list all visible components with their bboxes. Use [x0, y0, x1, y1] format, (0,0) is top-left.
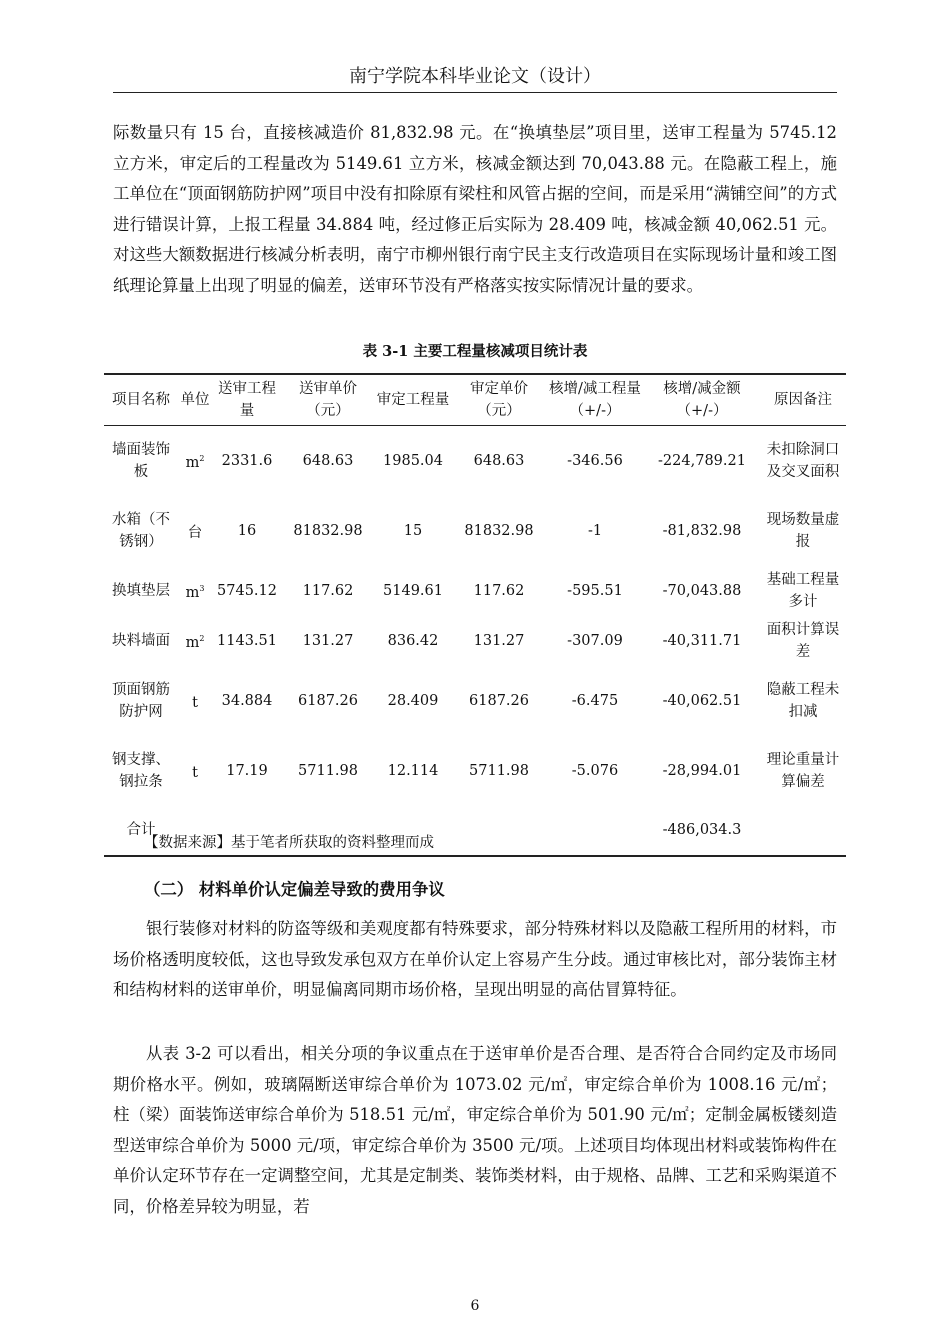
cell-submitted-price: 81832.98 — [293, 522, 363, 539]
data-source-note: 【数据来源】基于笔者所获取的资料整理而成 — [144, 835, 434, 851]
table-row — [104, 426, 846, 496]
cell-approved-qty: 5149.61 — [383, 582, 443, 599]
cell-approved-price: 5711.98 — [469, 762, 529, 779]
cell-diff-amount: -70,043.88 — [662, 582, 742, 599]
table-row — [104, 666, 846, 736]
cell-submitted-qty: 16 — [237, 522, 257, 539]
cell-name: 墙面装饰板 — [112, 441, 170, 480]
cell-diff-amount: -40,062.51 — [662, 692, 742, 709]
cell-note: 现场数量虚报 — [766, 511, 840, 550]
section-heading: （二） 材料单价认定偏差导致的费用争议 — [144, 880, 445, 899]
cell-submitted-price: 131.27 — [302, 632, 354, 649]
page-number: 6 — [470, 1298, 480, 1314]
table-row — [104, 566, 846, 616]
cell-approved-price: 648.63 — [473, 452, 525, 469]
total-amount: -486,034.3 — [644, 806, 760, 856]
table-row — [104, 616, 846, 666]
cell-note: 理论重量计算偏差 — [766, 751, 840, 790]
header-cell: 核增/减金额（+/-） — [644, 374, 760, 426]
header-divider — [113, 92, 837, 93]
data-table — [104, 373, 846, 857]
cell-submitted-qty: 1143.51 — [217, 632, 277, 649]
cell-submitted-price: 117.62 — [302, 582, 354, 599]
cell-diff-amount: -40,311.71 — [662, 632, 742, 649]
header-cell: 单位 — [178, 374, 212, 426]
cell-unit: $m^2$ — [185, 453, 205, 471]
header-cell: 送审工程量 — [212, 374, 282, 426]
cell-unit: t — [192, 694, 198, 711]
cell-diff-qty: -6.475 — [571, 692, 619, 709]
table-caption: 表 3-1 主要工程量核减项目统计表 — [362, 343, 588, 360]
cell-unit: $m^3$ — [185, 583, 205, 601]
cell-approved-qty: 28.409 — [387, 692, 439, 709]
cell-name: 顶面钢筋防护网 — [112, 681, 170, 720]
cell-note: 面积计算误差 — [766, 621, 840, 660]
paragraph-1: 际数量只有 15 台，直接核减造价 81,832.98 元。在“换填垫层”项目里，送审工程量为 5745.12 立方米，审定后的工程量改为 5149.61 立方米，核减金额达到 70,043.88 元。在隐蔽工程上，施工单位在“顶面钢筋防护网”项目中没有扣除原有梁柱和风管占据的空间，而是采用“满铺空间”的方式进行错误计算，上报工程量 34.884 吨，经过修正后实际为 28.409 吨，核减金额 40,062.51 元。对这些大额数据进行核减分析表明，南宁市柳州银行南宁民主支行改造项目在实际现场计量和竣工图纸理论算量上出现了明显的偏差，送审环节没有严格落实按实际情况计量的要求。 — [113, 123, 837, 295]
cell-name: 换填垫层 — [112, 582, 170, 599]
cell-approved-price: 131.27 — [473, 632, 525, 649]
cell-submitted-qty: 34.884 — [221, 692, 273, 709]
header-cell: 审定工程量 — [374, 374, 452, 426]
cell-submitted-qty: 5745.12 — [217, 582, 277, 599]
cell-unit: 台 — [187, 524, 203, 541]
cell-approved-qty: 836.42 — [387, 632, 439, 649]
cell-note: 隐蔽工程未扣减 — [766, 681, 840, 720]
cell-diff-qty: -5.076 — [571, 762, 619, 779]
header-cell: 原因备注 — [760, 374, 846, 426]
cell-approved-price: 117.62 — [473, 582, 525, 599]
cell-diff-qty: -346.56 — [567, 452, 623, 469]
header-cell: 核增/减工程量（+/-） — [546, 374, 644, 426]
cell-diff-qty: -1 — [587, 522, 603, 539]
cell-submitted-qty: 17.19 — [226, 762, 268, 779]
cell-name: 块料墙面 — [112, 632, 170, 649]
cell-approved-qty: 1985.04 — [383, 452, 443, 469]
table-row — [104, 736, 846, 806]
cell-approved-price: 6187.26 — [469, 692, 529, 709]
cell-approved-price: 81832.98 — [464, 522, 534, 539]
cell-diff-amount: -224,789.21 — [658, 452, 746, 469]
header-cell: 项目名称 — [104, 374, 178, 426]
cell-diff-qty: -307.09 — [567, 632, 623, 649]
paragraph-3: 从表 3-2 可以看出，相关分项的争议重点在于送审单价是否合理、是否符合合同约定及市场同期价格水平。例如，玻璃隔断送审综合单价为 1073.02 元/㎡，审定综合单价为 1008.16 元/㎡；柱（梁）面装饰送审综合单价为 518.51 元/㎡，审定综合单价为 501.90 元/㎡；定制金属板镂刻造型送审综合单价为 5000 元/项，审定综合单价为 3500 元/项。上述项目均体现出材料或装饰构件在单价认定环节存在一定调整空间，尤其是定制类、装饰类材料，由于规格、品牌、工艺和采购渠道不同，价格差异较为明显，若 — [113, 1044, 837, 1216]
page-header: 南宁学院本科毕业论文（设计） — [349, 66, 601, 87]
cell-unit: $m^2$ — [185, 633, 205, 651]
paragraph-2: 银行装修对材料的防盗等级和美观度都有特殊要求，部分特殊材料以及隐蔽工程所用的材料，市场价格透明度较低，这也导致发承包双方在单价认定上容易产生分歧。通过审核比对，部分装饰主材和结构材料的送审单价，明显偏离同期市场价格，呈现出明显的高估冒算特征。 — [113, 919, 837, 999]
cell-submitted-price: 648.63 — [302, 452, 354, 469]
header-cell: 审定单价（元） — [452, 374, 546, 426]
total-label: 合计 — [104, 806, 178, 856]
cell-diff-amount: -81,832.98 — [662, 522, 742, 539]
cell-note: 未扣除洞口及交叉面积 — [766, 441, 840, 480]
table-row — [104, 496, 846, 566]
cell-unit: t — [192, 764, 198, 781]
header-cell: 送审单价（元） — [282, 374, 374, 426]
cell-submitted-price: 6187.26 — [298, 692, 358, 709]
cell-name: 水箱（不锈钢） — [112, 511, 170, 550]
cell-name: 钢支撑、钢拉条 — [112, 751, 170, 790]
cell-approved-qty: 12.114 — [387, 762, 439, 779]
cell-submitted-price: 5711.98 — [298, 762, 358, 779]
cell-diff-qty: -595.51 — [567, 582, 623, 599]
cell-diff-amount: -28,994.01 — [662, 762, 742, 779]
cell-submitted-qty: 2331.6 — [221, 452, 273, 469]
table-header-row — [104, 374, 846, 426]
cell-note: 基础工程量多计 — [766, 571, 840, 610]
cell-approved-qty: 15 — [403, 522, 423, 539]
